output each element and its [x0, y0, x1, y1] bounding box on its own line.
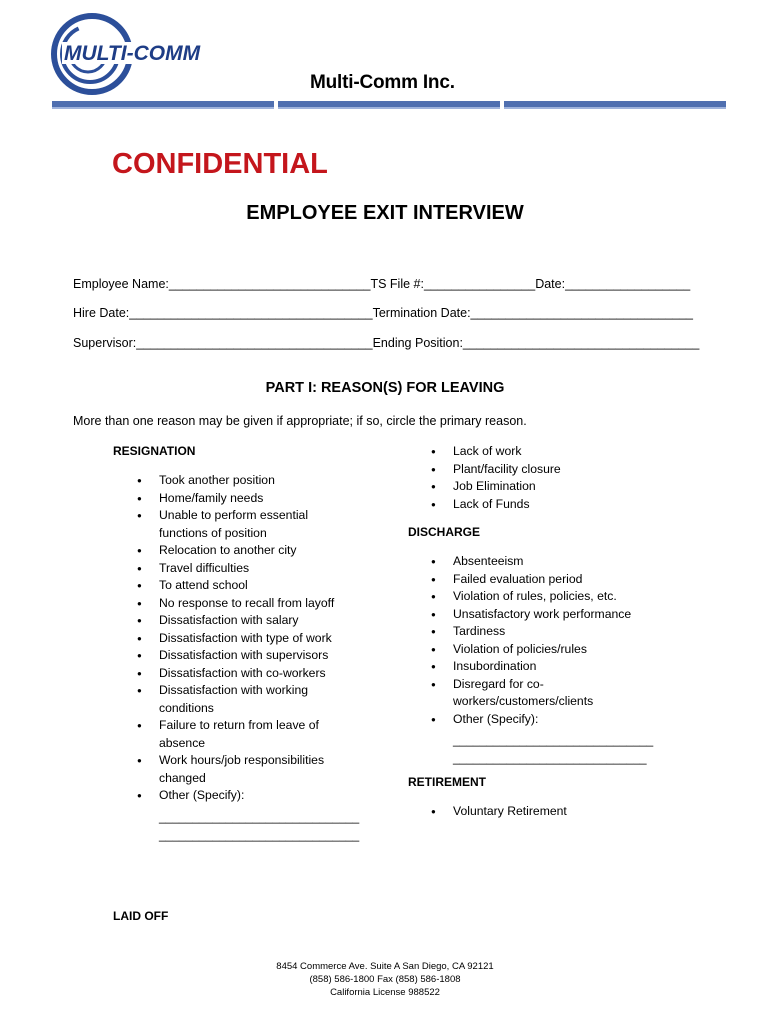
discharge-specify-line-1[interactable]: ______________________________ — [453, 733, 654, 747]
retirement-list — [431, 803, 646, 821]
list-item[interactable]: ● Unable to perform essential functions of position — [137, 507, 352, 542]
list-item[interactable]: ● Voluntary Retirement — [431, 803, 646, 821]
company-name: Multi-Comm Inc. — [310, 72, 455, 93]
list-item[interactable]: ● Dissatisfaction with type of work — [137, 630, 352, 648]
part1-instructions: More than one reason may be given if appropriate; if so, circle the primary reason. — [73, 414, 527, 428]
confidential-label: CONFIDENTIAL — [112, 148, 328, 180]
list-item[interactable]: ● Violation of policies/rules — [431, 641, 646, 659]
list-item[interactable]: ● Job Elimination — [431, 478, 661, 496]
list-item[interactable]: ● Disregard for co-workers/customers/clients — [431, 676, 638, 711]
list-item[interactable]: ● Violation of rules, policies, etc. — [431, 588, 646, 606]
footer-phone: (858) 586-1800 Fax (858) 586-1808 — [309, 974, 461, 985]
field-row-supervisor[interactable]: Supervisor:__________________________________Ending Position:__________________________________ — [73, 336, 700, 350]
resignation-specify-line-2[interactable]: ______________________________ — [159, 828, 360, 842]
list-item[interactable]: ● To attend school — [137, 577, 352, 595]
field-row-hire-date[interactable]: Hire Date:___________________________________Termination Date:________________________________ — [73, 306, 694, 320]
discharge-specify-line-2[interactable]: _____________________________ — [453, 751, 647, 765]
list-item[interactable]: ● Dissatisfaction with co-workers — [137, 665, 352, 683]
list-item[interactable]: ● Relocation to another city — [137, 542, 352, 560]
part1-title: PART I: REASON(S) FOR LEAVING — [265, 380, 505, 396]
discharge-heading: DISCHARGE — [408, 525, 481, 539]
list-item[interactable]: ● Insubordination — [431, 658, 646, 676]
list-item[interactable]: ● Lack of Funds — [431, 496, 661, 514]
list-item[interactable]: ● Other (Specify): — [431, 711, 646, 729]
laid-off-heading: LAID OFF — [113, 909, 169, 923]
layoff-list — [431, 443, 661, 513]
page-title: EMPLOYEE EXIT INTERVIEW — [246, 202, 524, 224]
resignation-heading: RESIGNATION — [113, 444, 196, 458]
resignation-specify-line-1[interactable]: ______________________________ — [159, 810, 360, 824]
retirement-heading: RETIREMENT — [408, 775, 486, 789]
list-item[interactable]: ● Dissatisfaction with working conditions — [137, 682, 352, 717]
resignation-list — [137, 472, 352, 805]
list-item[interactable]: ● Travel difficulties — [137, 560, 352, 578]
list-item[interactable]: ● Home/family needs — [137, 490, 352, 508]
field-row-employee-name[interactable]: Employee Name:_____________________________TS File #:________________Date:__________________ — [73, 277, 691, 291]
list-item[interactable]: ● Lack of work — [431, 443, 661, 461]
list-item[interactable]: ● Failed evaluation period — [431, 571, 646, 589]
list-item[interactable]: ● Dissatisfaction with supervisors — [137, 647, 352, 665]
footer-license: California License 988522 — [330, 987, 440, 998]
list-item[interactable]: ● No response to recall from layoff — [137, 595, 352, 613]
list-item[interactable]: ● Absenteeism — [431, 553, 646, 571]
list-item[interactable]: ● Failure to return from leave of absence — [137, 717, 352, 752]
discharge-list — [431, 553, 646, 728]
list-item[interactable]: ● Plant/facility closure — [431, 461, 661, 479]
logo-wordmark: MULTI-COMM — [64, 42, 201, 65]
list-item[interactable]: ● Tardiness — [431, 623, 646, 641]
footer-address: 8454 Commerce Ave. Suite A San Diego, CA 92121 — [276, 961, 494, 972]
list-item[interactable]: ● Unsatisfactory work performance — [431, 606, 646, 624]
list-item[interactable]: ● Dissatisfaction with salary — [137, 612, 352, 630]
list-item[interactable]: ● Other (Specify): — [137, 787, 352, 805]
list-item[interactable]: ● Work hours/job responsibilities changed — [137, 752, 352, 787]
multi-comm-logo — [50, 8, 250, 98]
list-item[interactable]: ● Took another position — [137, 472, 352, 490]
header-divider — [52, 101, 726, 109]
footer — [0, 960, 770, 999]
